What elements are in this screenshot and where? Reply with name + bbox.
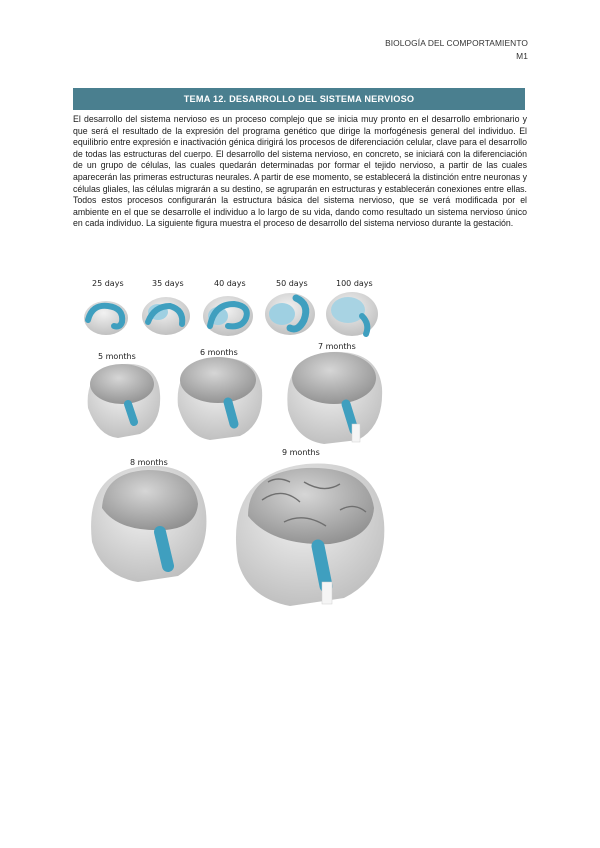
stage-label-7-months: 7 months xyxy=(318,342,356,351)
module-label: M1 xyxy=(516,51,528,61)
fetus-5-months xyxy=(88,364,161,438)
stage-label-8-months: 8 months xyxy=(130,458,168,467)
embryo-25-days xyxy=(84,301,128,335)
section-title-bar xyxy=(73,88,525,110)
body-paragraph: El desarrollo del sistema nervioso es un proceso complejo que se inicia muy pronto en el desarrollo embrionario y que será el resultado de la expresión del programa genético que dirige la morfogénesis general del individuo. El equilibrio entre expresión e inactivación génica dirigirá los procesos de diferenciación celular, clave para el desarrollo de todas las estructuras del cuerpo. El desarrollo del sistema nervioso, en concreto, se iniciará con la diferenciación de un grupo de células, las cuales quedarán determinadas por formar el tejido nervioso, a partir de las cuales aparecerán las primeras estructuras neurales. A partir de ese momento, se establecerá la distinción entre neuronas y células gliales, las células migrarán a su destino, se agruparán en estructuras y establecerán conexiones entre ellas. Todos estos procesos configurarán la estructura básica del sistema nervioso, que se verá modificada por el ambiente en el que se desarrolle el individuo a lo largo de su vida, dando como resultado un sistema nervioso único en cada individuo. La siguiente figura muestra el proceso de desarrollo del sistema nervioso durante la gestación. xyxy=(73,114,527,229)
embryo-35-days xyxy=(142,297,190,335)
brain-development-illustration xyxy=(78,276,390,610)
stage-label-50-days: 50 days xyxy=(276,279,308,288)
embryo-40-days xyxy=(203,296,253,336)
embryo-50-days xyxy=(265,293,315,335)
stage-label-9-months: 9 months xyxy=(282,448,320,457)
stage-label-35-days: 35 days xyxy=(152,279,184,288)
fetus-8-months xyxy=(91,466,206,582)
stage-label-40-days: 40 days xyxy=(214,279,246,288)
fetus-7-months xyxy=(287,352,382,444)
fetus-9-months xyxy=(236,463,384,606)
stage-label-25-days: 25 days xyxy=(92,279,124,288)
section-title: TEMA 12. DESARROLLO DEL SISTEMA NERVIOSO xyxy=(183,94,415,104)
fetus-6-months xyxy=(178,357,262,440)
stage-label-5-months: 5 months xyxy=(98,352,136,361)
subject-name: BIOLOGÍA DEL COMPORTAMIENTO xyxy=(385,38,528,48)
brain-development-figure xyxy=(78,276,390,610)
stage-label-100-days: 100 days xyxy=(336,279,373,288)
stage-label-6-months: 6 months xyxy=(200,348,238,357)
document-header xyxy=(385,37,528,63)
fetus-100-days xyxy=(326,292,378,336)
